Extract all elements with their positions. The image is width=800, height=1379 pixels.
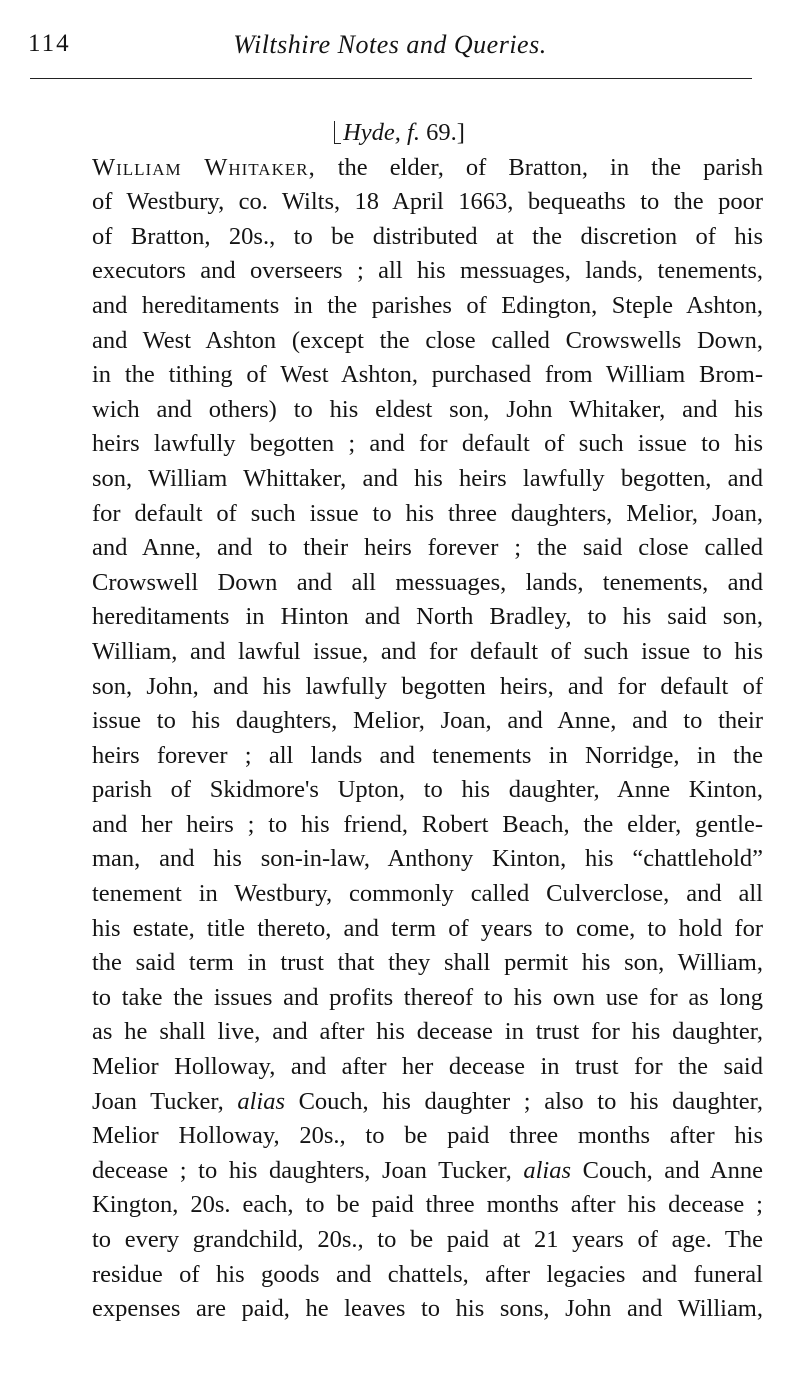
line-text: to every grandchild, 20s., to be paid at 21 years of age. The bbox=[92, 1226, 763, 1253]
page-header bbox=[28, 30, 752, 70]
text-line bbox=[30, 842, 763, 877]
text-line bbox=[30, 912, 763, 947]
text-line bbox=[30, 1188, 763, 1223]
text-line bbox=[30, 1258, 763, 1293]
line-text: executors and overseers ; all his messuages, lands, tenements, bbox=[92, 257, 763, 285]
line-text: son, John, and his lawfully begotten heirs, and for default of bbox=[92, 672, 763, 700]
line-text: Crowswell Down and all messuages, lands, tenements, and bbox=[92, 568, 763, 596]
text-line bbox=[30, 704, 763, 739]
line-text: decease ; to his daughters, Joan Tucker, bbox=[92, 1156, 524, 1184]
line-text: in the tithing of West Ashton, purchased from William Brom- bbox=[92, 361, 763, 389]
text-line bbox=[30, 566, 763, 601]
line-text: the elder, of Bratton, in the parish bbox=[315, 153, 763, 181]
text-line bbox=[30, 600, 763, 635]
text-line bbox=[30, 739, 763, 774]
line-text: and hereditaments in the parishes of Edington, Steple Ashton, bbox=[92, 291, 763, 319]
body-text bbox=[30, 116, 763, 1327]
running-title: Wiltshire Notes and Queries. bbox=[233, 30, 547, 59]
reference-folio: 69.] bbox=[426, 119, 465, 146]
text-line bbox=[30, 427, 763, 462]
text-line bbox=[30, 497, 763, 532]
line-text: and her heirs ; to his friend, Robert Beach, the elder, gentle- bbox=[92, 810, 763, 838]
text-line bbox=[30, 254, 763, 289]
text-line bbox=[30, 151, 763, 186]
reference-line bbox=[30, 116, 763, 151]
text-line bbox=[30, 393, 763, 428]
text-line bbox=[30, 1015, 763, 1050]
line-text: wich and others) to his eldest son, John Whitaker, and his bbox=[92, 395, 763, 423]
line-text: and Anne, and to their heirs forever ; the said close called bbox=[92, 534, 763, 562]
text-line bbox=[30, 1050, 763, 1085]
line-text: heirs lawfully begotten ; and for default of such issue to his bbox=[92, 430, 763, 458]
text-line bbox=[30, 877, 763, 912]
line-text: for default of such issue to his three daughters, Melior, Joan, bbox=[92, 499, 763, 527]
text-line bbox=[30, 1154, 763, 1189]
text-line bbox=[30, 289, 763, 324]
text-line bbox=[30, 946, 763, 981]
italic-term: alias bbox=[237, 1087, 285, 1115]
text-line bbox=[30, 1085, 763, 1120]
line-text: and West Ashton (except the close called Crowswells Down, bbox=[92, 326, 763, 354]
text-line bbox=[30, 531, 763, 566]
reference-text: Hyde, f. bbox=[343, 119, 420, 146]
line-text: his estate, title thereto, and term of years to come, to hold for bbox=[92, 914, 763, 942]
line-text: the said term in trust that they shall permit his son, William, bbox=[92, 949, 763, 977]
italic-term: alias bbox=[523, 1156, 571, 1184]
line-text: William, and lawful issue, and for default of such issue to his bbox=[92, 637, 763, 665]
text-line bbox=[30, 635, 763, 670]
text-line bbox=[30, 1119, 763, 1154]
testator-name: William Whitaker, bbox=[92, 153, 316, 181]
text-line bbox=[30, 462, 763, 497]
text-line bbox=[30, 808, 763, 843]
text-line bbox=[30, 981, 763, 1016]
line-text: Couch, his daughter ; also to his daughter, bbox=[284, 1087, 763, 1115]
header-rule bbox=[30, 78, 752, 79]
line-text: parish of Skidmore's Upton, to his daughter, Anne Kinton, bbox=[92, 776, 763, 804]
line-text: heirs forever ; all lands and tenements in Norridge, in the bbox=[92, 741, 763, 769]
text-line bbox=[30, 1292, 763, 1327]
line-text: Melior Holloway, and after her decease in trust for the said bbox=[92, 1053, 763, 1081]
text-line bbox=[30, 358, 763, 393]
reference-bracket bbox=[334, 121, 341, 144]
page-number: 114 bbox=[28, 30, 71, 57]
line-text: of Westbury, co. Wilts, 18 April 1663, bequeaths to the poor bbox=[92, 188, 763, 216]
line-text: son, William Whittaker, and his heirs lawfully begotten, and bbox=[92, 464, 763, 492]
line-text: issue to his daughters, Melior, Joan, and Anne, and to their bbox=[92, 707, 763, 735]
text-line bbox=[30, 1223, 763, 1258]
line-text: Couch, and Anne bbox=[571, 1156, 763, 1184]
line-text: hereditaments in Hinton and North Bradley, to his said son, bbox=[92, 603, 763, 631]
text-line bbox=[30, 220, 763, 255]
line-text: Kington, 20s. each, to be paid three months after his decease ; bbox=[92, 1191, 763, 1219]
text-line bbox=[30, 773, 763, 808]
text-line bbox=[30, 324, 763, 359]
line-text: of Bratton, 20s., to be distributed at the discretion of his bbox=[92, 222, 763, 250]
line-text: residue of his goods and chattels, after legacies and funeral bbox=[92, 1260, 763, 1288]
will-paragraph bbox=[30, 151, 763, 1327]
text-line bbox=[30, 185, 763, 220]
line-text: to take the issues and profits thereof to his own use for as long bbox=[92, 983, 763, 1011]
line-text: as he shall live, and after his decease in trust for his daughter, bbox=[92, 1018, 763, 1046]
line-text: Joan Tucker, bbox=[92, 1087, 238, 1115]
line-text: expenses are paid, he leaves to his sons, John and William, bbox=[92, 1295, 763, 1323]
line-text: man, and his son-in-law, Anthony Kinton, his “chattlehold” bbox=[92, 845, 763, 873]
text-line bbox=[30, 670, 763, 705]
line-text: tenement in Westbury, commonly called Culverclose, and all bbox=[92, 880, 763, 908]
line-text: Melior Holloway, 20s., to be paid three months after his bbox=[92, 1122, 763, 1150]
